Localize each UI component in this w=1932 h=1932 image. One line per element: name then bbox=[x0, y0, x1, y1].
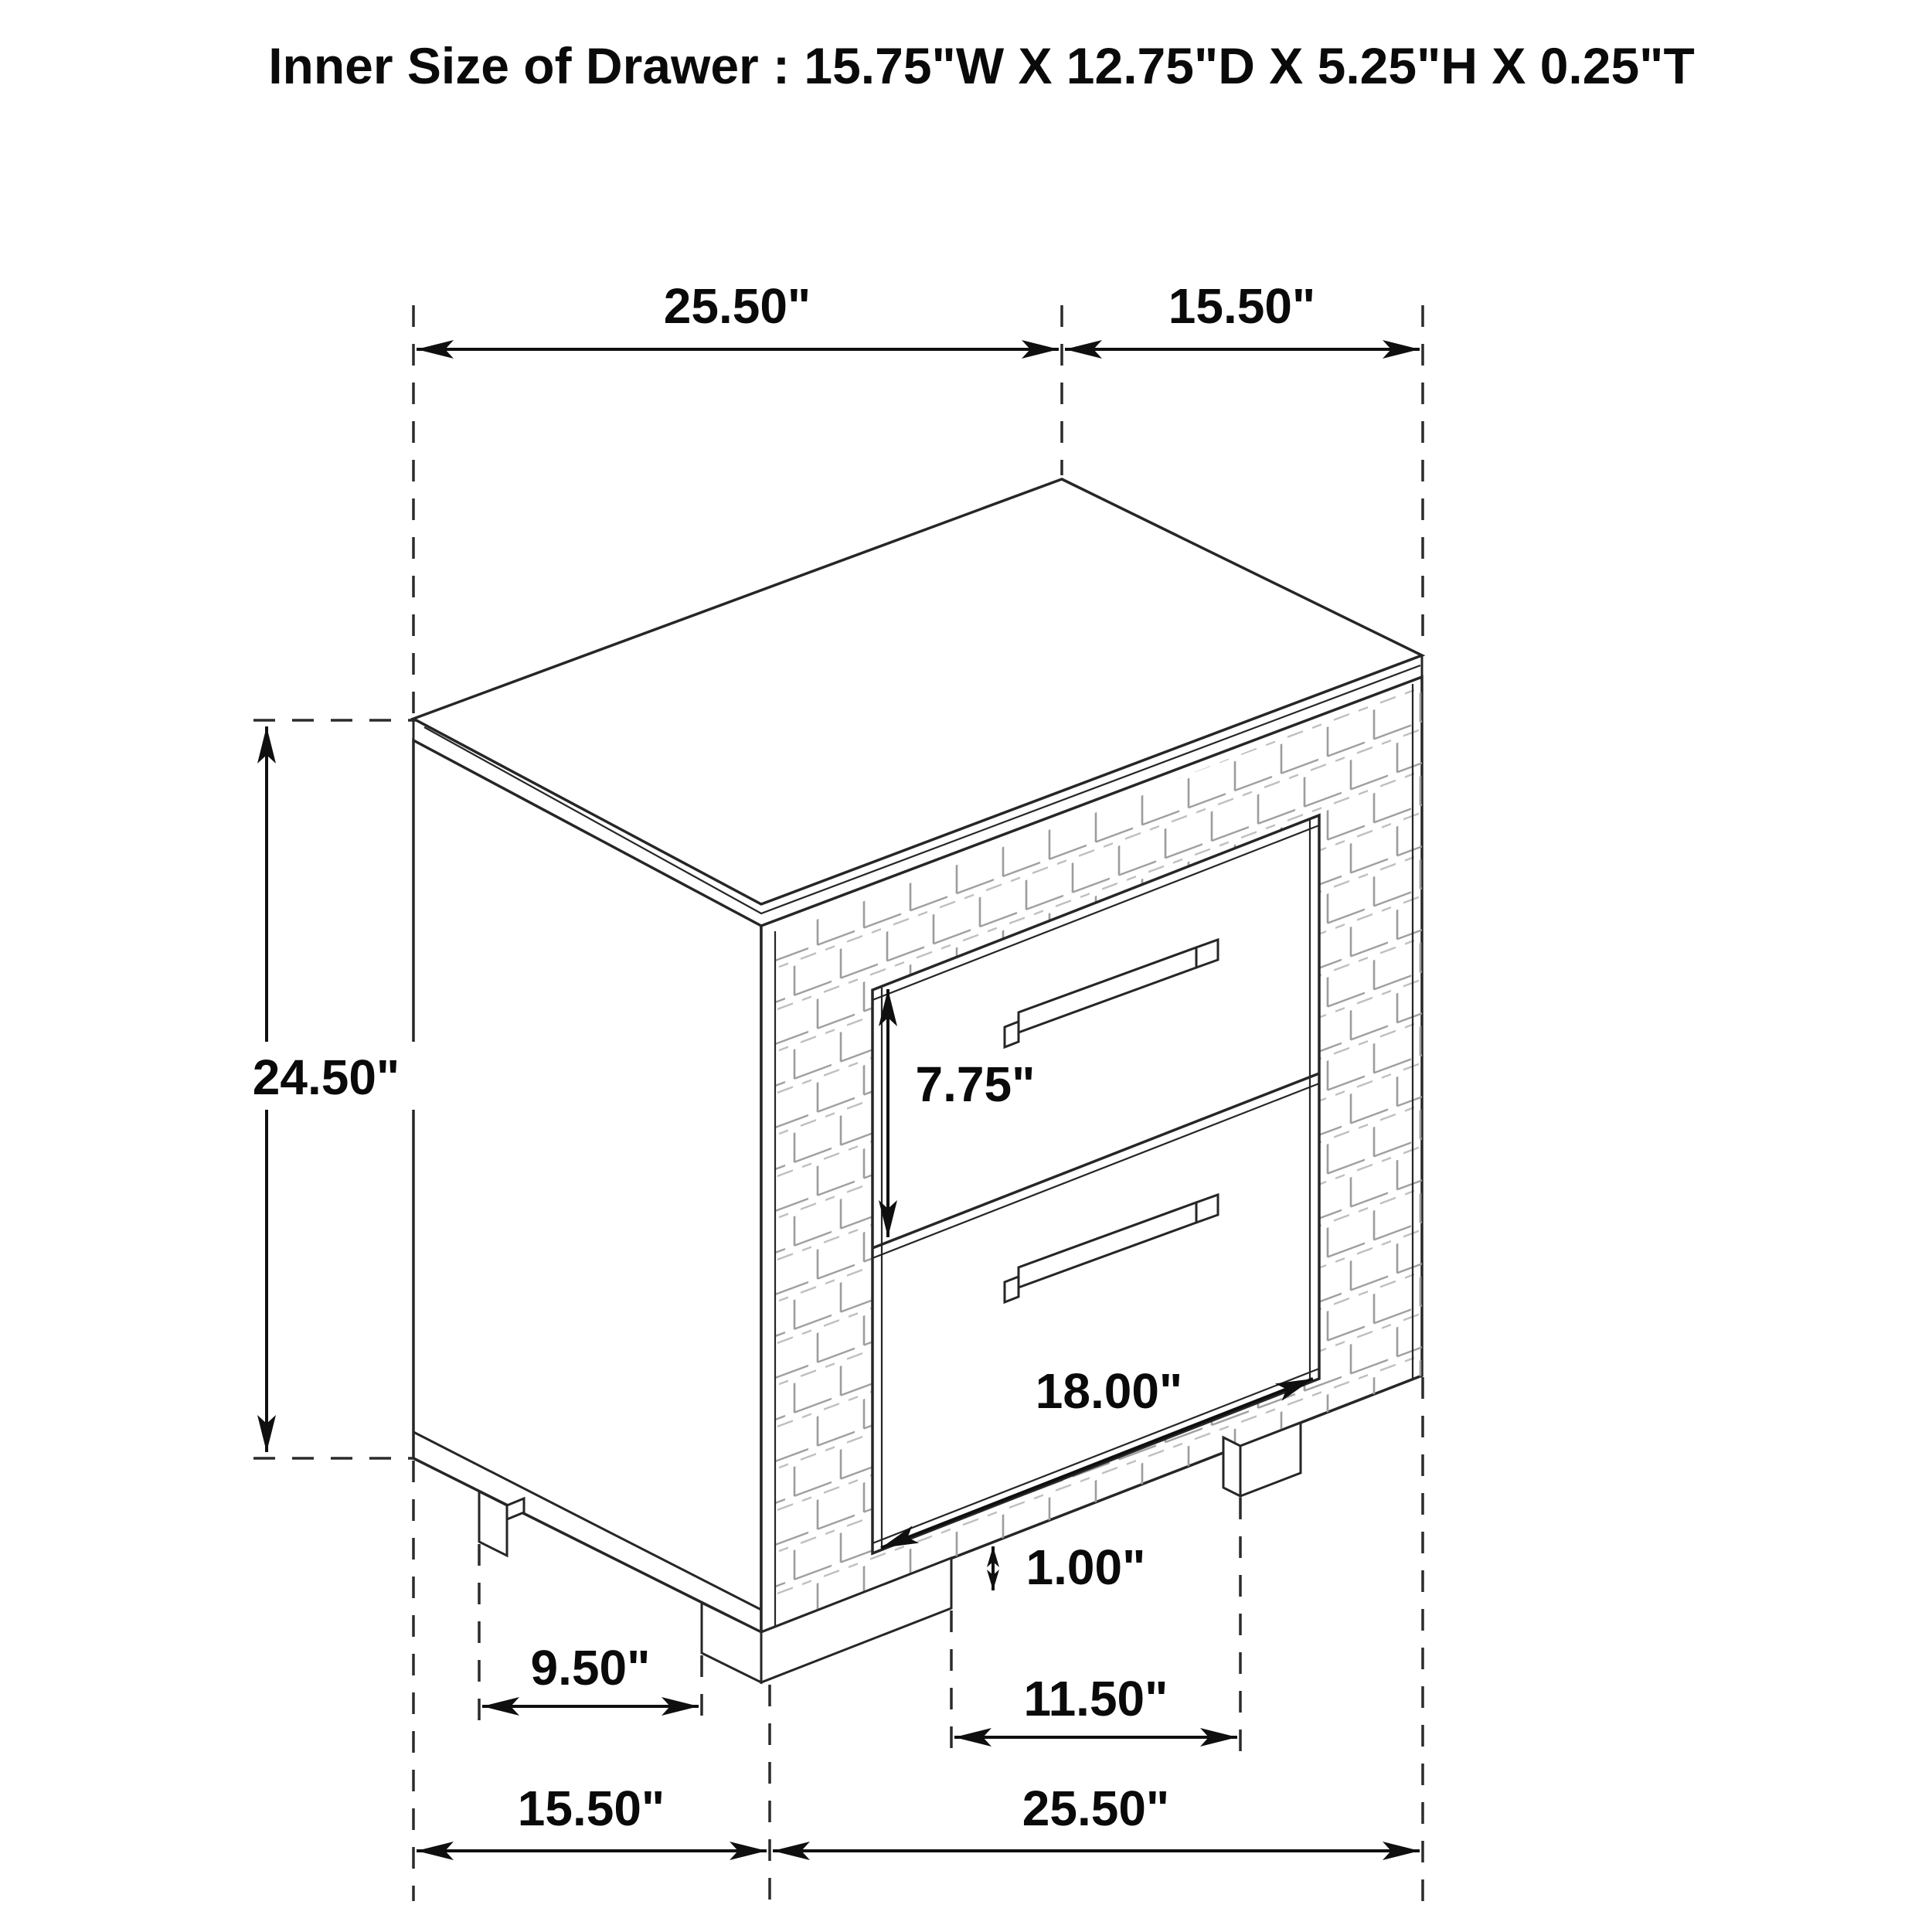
dim-drawer-width-label: 18.00" bbox=[1035, 1363, 1183, 1419]
dim-top-width bbox=[417, 278, 1059, 349]
page-title: Inner Size of Drawer : 15.75"W X 12.75"D X 5.25"H X 0.25"T bbox=[268, 37, 1695, 94]
dim-base-clearance-label: 1.00" bbox=[1026, 1539, 1146, 1595]
dim-side-leg-gap bbox=[482, 1640, 699, 1706]
dim-side-leg-gap-label: 9.50" bbox=[530, 1640, 651, 1696]
front-right-foot-top-sliver bbox=[1223, 1437, 1240, 1496]
dim-height-label: 24.50" bbox=[252, 1049, 400, 1105]
dim-top-depth-label: 15.50" bbox=[1168, 278, 1316, 334]
dim-base-clearance bbox=[993, 1539, 1145, 1595]
dim-top-depth bbox=[1065, 278, 1420, 349]
dim-drawer-height-label: 7.75" bbox=[915, 1056, 1036, 1112]
dim-bottom-depth bbox=[417, 1781, 767, 1851]
dim-top-width-label: 25.50" bbox=[663, 278, 811, 334]
dim-front-leg-gap bbox=[954, 1671, 1237, 1737]
dim-bottom-depth-label: 15.50" bbox=[517, 1781, 665, 1836]
dim-height bbox=[236, 726, 417, 1452]
dim-front-leg-gap-label: 11.50" bbox=[1023, 1671, 1168, 1726]
dim-bottom-width bbox=[773, 1781, 1420, 1851]
dim-bottom-width-label: 25.50" bbox=[1022, 1781, 1170, 1836]
